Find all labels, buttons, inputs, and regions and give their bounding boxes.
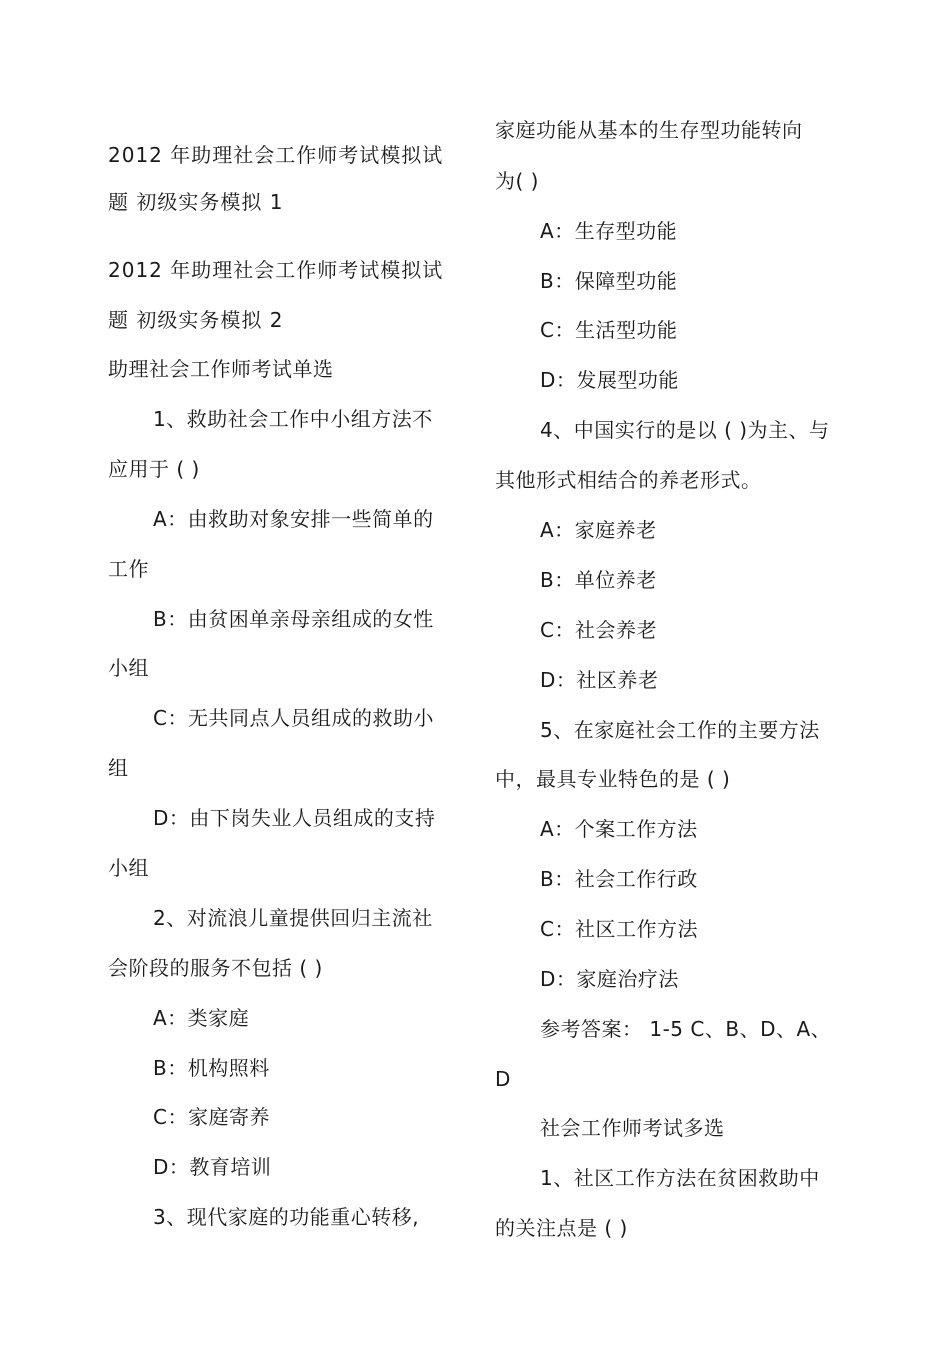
- question-3-option-d: D：发展型功能: [540, 368, 679, 392]
- question-5-option-c: C：社区工作方法: [540, 917, 698, 941]
- question-2-option-b: B：机构照料: [153, 1056, 270, 1080]
- question-3-line-2: 家庭功能从基本的生存型功能转向: [495, 118, 803, 142]
- question-1-line-1: 1、救助社会工作中小组方法不: [153, 407, 433, 431]
- question-3-option-b: B：保障型功能: [540, 269, 678, 293]
- question-1-option-c-line-2: 组: [108, 756, 129, 780]
- question-1-option-d-line-2: 小组: [108, 856, 149, 880]
- answer-key-line-2: D: [495, 1067, 511, 1091]
- question-2-line-2: 会阶段的服务不包括 ( ): [108, 956, 323, 980]
- section-heading-multiple-choice: 社会工作师考试多选: [540, 1116, 725, 1140]
- title-2-line-1: 2012 年助理社会工作师考试模拟试: [108, 258, 444, 282]
- question-3-line-1: 3、现代家庭的功能重心转移,: [153, 1205, 420, 1229]
- question-4-option-c: C：社会养老: [540, 618, 657, 642]
- question-4-option-d: D：社区养老: [540, 668, 659, 692]
- question-3-line-3: 为( ): [495, 169, 539, 193]
- section-heading-single-choice: 助理社会工作师考试单选: [108, 357, 334, 381]
- question-3-option-a: A：生存型功能: [540, 219, 678, 243]
- question-1-option-c-line-1: C：无共同点人员组成的救助小: [153, 706, 434, 730]
- question-1-option-a-line-1: A：由救助对象安排一些简单的: [153, 507, 434, 531]
- question-5-option-d: D：家庭治疗法: [540, 967, 679, 991]
- question-4-line-2: 其他形式相结合的养老形式。: [495, 468, 762, 492]
- question-1-option-b-line-2: 小组: [108, 656, 149, 680]
- question-1-option-d-line-1: D：由下岗失业人员组成的支持: [153, 806, 436, 830]
- question-4-option-a: A：家庭养老: [540, 518, 657, 542]
- title-2-line-2: 题 初级实务模拟 2: [108, 308, 284, 332]
- question-4-line-1: 4、中国实行的是以 ( )为主、与: [540, 418, 830, 442]
- question-3-option-c: C：生活型功能: [540, 318, 678, 342]
- title-1-line-2: 题 初级实务模拟 1: [108, 190, 284, 214]
- question-1-option-b-line-1: B：由贫困单亲母亲组成的女性: [153, 607, 434, 631]
- question-5-option-a: A：个案工作方法: [540, 817, 698, 841]
- question-1-option-a-line-2: 工作: [108, 557, 149, 581]
- title-1-line-1: 2012 年助理社会工作师考试模拟试: [108, 143, 444, 167]
- question-1-line-2: 应用于 ( ): [108, 457, 200, 481]
- answer-key-line-1: 参考答案： 1-5 C、B、D、A、: [540, 1017, 832, 1041]
- question-4-option-b: B：单位养老: [540, 568, 657, 592]
- multi-question-1-line-2: 的关注点是 ( ): [495, 1216, 628, 1240]
- multi-question-1-line-1: 1、社区工作方法在贫困救助中: [540, 1166, 820, 1190]
- question-2-option-c: C：家庭寄养: [153, 1105, 270, 1129]
- question-2-line-1: 2、对流浪儿童提供回归主流社: [153, 906, 433, 930]
- question-5-option-b: B：社会工作行政: [540, 867, 698, 891]
- question-2-option-d: D：教育培训: [153, 1155, 272, 1179]
- question-5-line-2: 中，最具专业特色的是 ( ): [495, 767, 731, 791]
- question-2-option-a: A：类家庭: [153, 1006, 250, 1030]
- question-5-line-1: 5、在家庭社会工作的主要方法: [540, 718, 820, 742]
